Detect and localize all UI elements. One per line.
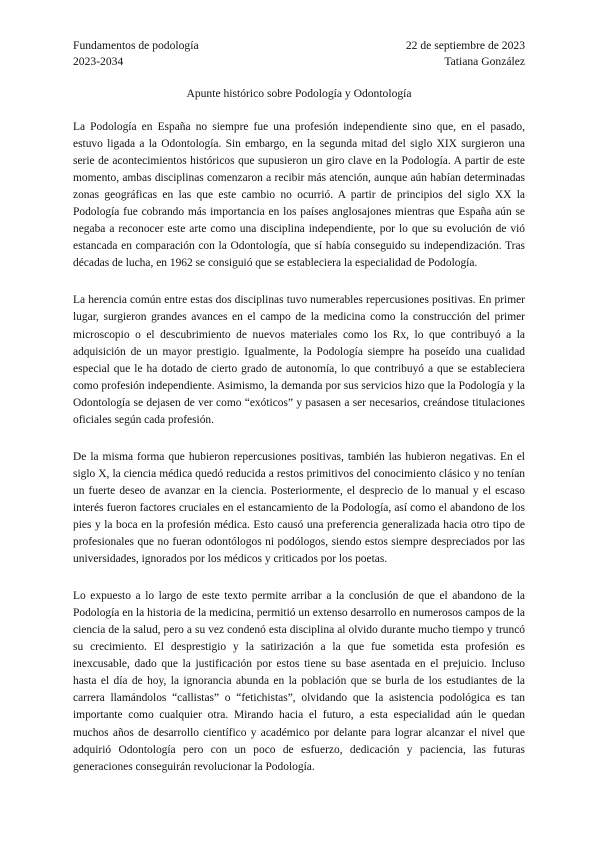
paragraph-1: La Podología en España no siempre fue una profesión independiente sino que, en el pasado, estuvo ligada a la Odontología. Sin embargo, en la segunda mitad del siglo XIX surgieron una serie de acontecimientos históricos que supusieron un giro clave en la Podología. A partir de este momento, ambas disciplinas comenzaron a recibir más atención, aunque aún habían determinadas zonas geográficas en las que este cambio no ocurrió. A partir de principios del siglo XX la Podología fue cobrando más importancia en los países anglosajones mientras que España aún se negaba a reconocer este arte como una disciplina independiente, por lo que su evolución de vió estancada en comparación con la Odontología, que sí había conseguido su independización. Tras décadas de lucha, en 1962 se consiguió que se estableciera la especialidad de Podología.	[73, 121, 525, 270]
author-name: Tatiana González	[444, 54, 525, 68]
course-name: Fundamentos de podología	[73, 39, 199, 52]
header-right-block	[406, 38, 525, 69]
header-left-block	[73, 38, 199, 69]
document-body	[73, 119, 525, 796]
paragraph-4: Lo expuesto a lo largo de este texto permite arribar a la conclusión de que el abandono de la Podología en la historia de la medicina, permitió un extenso desarrollo en numerosos campos de la ciencia de la salud, pero a su vez condenó esta disciplina al olvido durante mucho tiempo y truncó su crecimiento. El desprestigio y la satirización a la que fue sometida esta profesión es inexcusable, dado que la justificación por estos tiene su base asentada en el prejuicio. Incluso hasta el día de hoy, la ignorancia abunda en la población que se burla de los estudiantes de la carrera llamándolos “callistas” o “fetichistas”, olvidando que la asistencia podológica es tan importante como cualquier otra. Mirando hacia el futuro, a esta especialidad aún le quedan muchos años de desarrollo científico y académico por delante para lograr alcanzar el nivel que adquirió Odontología pero con un poco de esfuerzo, dedicación y paciencia, las futuras generaciones conseguirán revolucionar la Podología.	[73, 590, 525, 773]
document-date: 22 de septiembre de 2023	[405, 39, 525, 52]
paragraph-2: La herencia común entre estas dos disciplinas tuvo numerables repercusiones positivas. En primer lugar, surgieron grandes avances en el campo de la medicina como la construcción del primer microscopio o el descubrimiento de nuevos materiales como los Rx, lo que contribuyó a la adquisición de un mayor prestigio. Igualmente, la Podología siempre ha poseído una cualidad especial que le ha dotado de cierto grado de autonomía, lo que contribuyó a que se estableciera como profesión independiente. Asimismo, la demanda por sus servicios hizo que la Podología y la Odontología se dejasen de ver como “exóticos” y pasasen a ser necesarios, creándose titulaciones oficiales según cada profesión.	[73, 294, 525, 426]
academic-year: 2023-2034	[73, 54, 124, 68]
document-title: Apunte histórico sobre Podología y Odontología	[186, 87, 412, 100]
paragraph-3: De la misma forma que hubieron repercusiones positivas, también las hubieron negativas. En el siglo X, la ciencia médica quedó reducida a restos primitivos del conocimiento clásico y no tenían un fuerte deseo de avanzar en la ciencia. Posteriormente, el desprecio de lo manual y el escaso interés fueron factores cruciales en el estancamiento de la Podología, así como el abandono de los pies y la boca en la profesión médica. Esto causó una preferencia generalizada hacia otro tipo de profesionales que no fueran odontólogos ni podólogos, siendo estos siempre despreciados por las universidades, ignorados por los médicos y criticados por los poetas.	[73, 450, 525, 566]
